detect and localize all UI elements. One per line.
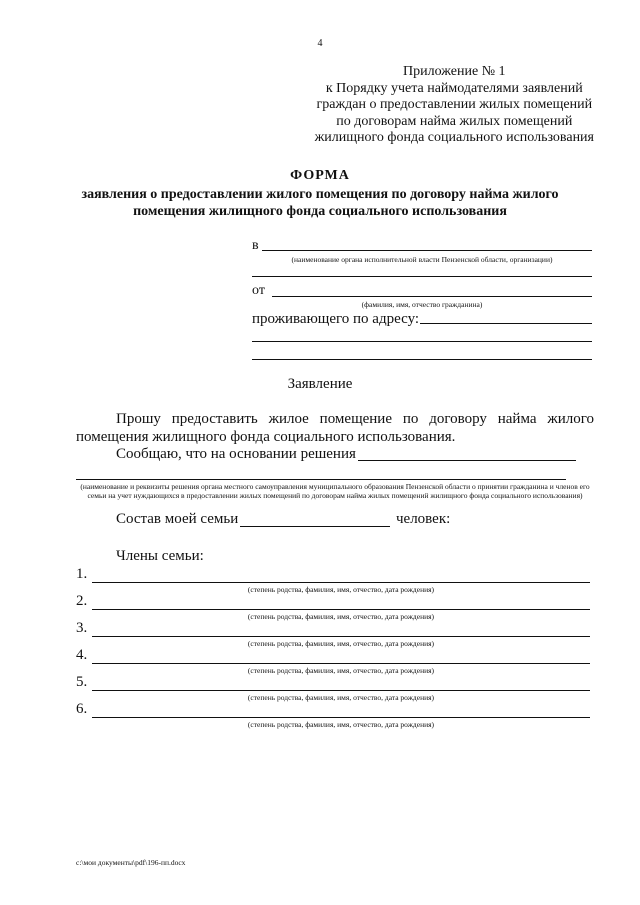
appendix-line: жилищного фонда социального использования: [314, 130, 594, 145]
family-member-row: [76, 566, 590, 592]
family-members-label: Члены семьи:: [116, 548, 204, 564]
member-number: 2.: [76, 593, 88, 609]
family-member-row: [76, 620, 590, 646]
file-path-footer: с:\мои документы\pdf\196-пп.docx: [76, 858, 186, 867]
form-subtitle-line: заявления о предоставлении жилого помещения по договору найма жилого: [81, 187, 559, 202]
family-member-row: [76, 593, 590, 619]
address-label: проживающего по адресу:: [252, 311, 420, 327]
appendix-line: к Порядку учета наймодателями заявлений: [325, 80, 583, 96]
family-member-row: [76, 701, 590, 727]
member-number: 5.: [76, 674, 88, 690]
decision-caption: (наименование и реквизиты решения органа местного самоуправления муниципального образования Пензенской области о принятии гражданина и членов его семьи на учет нуждающихся в предоставлении жилых помещений по договорам найма жилых помещений жилищного фонда социального использования): [80, 482, 590, 500]
authority-name-field-continued[interactable]: [252, 276, 592, 277]
member-field[interactable]: [92, 717, 590, 718]
request-paragraph: Прошу предоставить жилое помещение по договору найма жилого помещения жилищного фонда социального использования.: [76, 411, 594, 445]
member-caption: (степень родства, фамилия, имя, отчество, дата рождения): [247, 612, 435, 621]
member-caption: (степень родства, фамилия, имя, отчество, дата рождения): [247, 666, 435, 675]
address-field-continued[interactable]: [252, 359, 592, 360]
address-field[interactable]: [420, 323, 592, 324]
decision-label: Сообщаю, что на основании решения: [116, 446, 356, 462]
family-size-unit: человек:: [396, 511, 451, 527]
decision-field-continued[interactable]: [76, 479, 566, 480]
form-subtitle: [40, 186, 600, 220]
to-label: в: [252, 238, 259, 253]
member-field[interactable]: [92, 582, 590, 583]
decision-field[interactable]: [358, 460, 576, 461]
member-field[interactable]: [92, 636, 590, 637]
family-size-field[interactable]: [240, 526, 390, 527]
member-field[interactable]: [92, 663, 590, 664]
authority-name-field[interactable]: [262, 250, 592, 251]
form-heading: ФОРМА: [290, 168, 350, 183]
family-member-row: [76, 674, 590, 700]
authority-caption: (наименование органа исполнительной власти Пензенской области, организации): [291, 255, 553, 264]
member-caption: (степень родства, фамилия, имя, отчество, дата рождения): [247, 693, 435, 702]
application-title: Заявление: [287, 376, 353, 392]
member-number: 1.: [76, 566, 88, 582]
appendix-line: граждан о предоставлении жилых помещений: [316, 97, 593, 112]
appendix-line: по договорам найма жилых помещений: [336, 113, 573, 129]
family-member-row: [76, 647, 590, 673]
member-field[interactable]: [92, 609, 590, 610]
appendix-block: [315, 64, 594, 147]
page-number: 4: [317, 38, 323, 49]
member-caption: (степень родства, фамилия, имя, отчество, дата рождения): [247, 720, 435, 729]
family-size-label: Состав моей семьи: [116, 511, 239, 527]
member-number: 6.: [76, 701, 88, 717]
address-field-continued[interactable]: [252, 341, 592, 342]
member-number: 3.: [76, 620, 88, 636]
member-caption: (степень родства, фамилия, имя, отчество, дата рождения): [247, 639, 435, 648]
member-caption: (степень родства, фамилия, имя, отчество, дата рождения): [247, 585, 435, 594]
applicant-name-field[interactable]: [272, 296, 592, 297]
member-field[interactable]: [92, 690, 590, 691]
form-subtitle-line: помещения жилищного фонда социального использования: [133, 204, 507, 219]
member-number: 4.: [76, 647, 88, 663]
applicant-name-caption: (фамилия, имя, отчество гражданина): [361, 300, 483, 309]
appendix-title: Приложение № 1: [403, 64, 506, 79]
from-label: от: [252, 283, 265, 298]
